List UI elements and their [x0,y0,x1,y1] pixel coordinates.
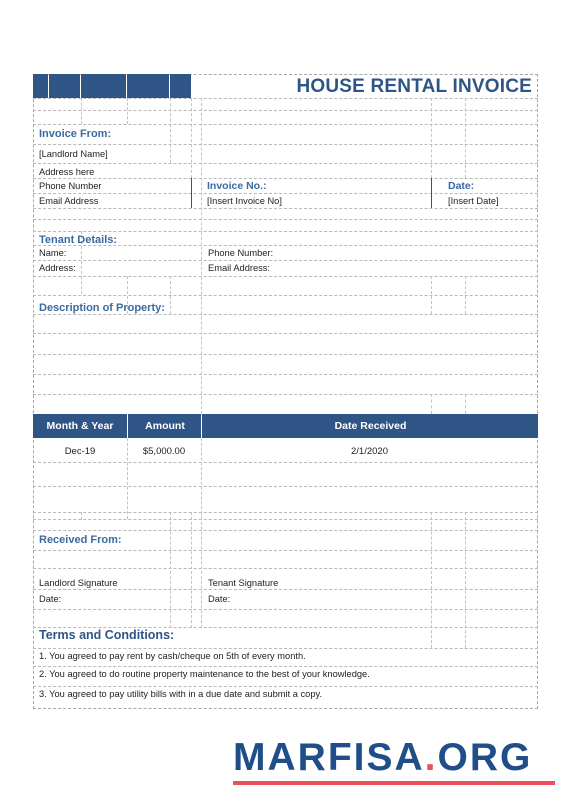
header-cell [33,74,48,98]
invoice-from-heading: Invoice From: [39,128,112,140]
logo-underline [233,781,555,785]
landlord-signature-label: Landlord Signature [39,578,118,588]
landlord-phone: Phone Number [39,181,102,191]
sheet-border [33,74,538,709]
tenant-phone-label: Phone Number: [208,248,274,258]
logo-dot: . [424,736,438,779]
invoice-sheet [33,74,538,709]
terms-heading: Terms and Conditions: [39,628,175,642]
tenant-name-label: Name: [39,248,67,258]
tenant-email-label: Email Address: [208,263,271,273]
tenant-heading: Tenant Details: [39,234,118,246]
invoice-no-value: [Insert Invoice No] [207,196,282,206]
terms-item: 3. You agreed to pay utility bills with in a due date and submit a copy. [39,689,323,699]
cell-month: Dec-19 [64,446,96,457]
landlord-email: Email Address [39,196,99,206]
header-cell [170,74,191,98]
cell-date-received: 2/1/2020 [351,446,388,457]
header-cell [49,74,80,98]
header-cell [127,74,169,98]
received-heading: Received From: [39,534,122,546]
logo-suffix: ORG [437,736,533,779]
terms-item: 2. You agreed to do routine property maintenance to the best of your knowledge. [39,669,370,679]
tenant-date-label: Date: [208,594,231,604]
landlord-name: [Landlord Name] [39,149,108,159]
divider [191,178,192,208]
cell-amount: $5,000.00 [142,446,186,457]
invoice-title: HOUSE RENTAL INVOICE [296,76,532,97]
landlord-date-label: Date: [39,594,62,604]
date-label: Date: [448,180,475,192]
divider [431,178,432,208]
property-heading: Description of Property: [39,302,165,314]
marfisa-logo [233,736,532,780]
col-month-year: Month & Year [46,420,114,432]
tenant-address-label: Address: [39,263,76,273]
tenant-signature-label: Tenant Signature [208,578,279,588]
col-date-received: Date Received [201,414,539,438]
invoice-no-label: Invoice No.: [207,180,267,192]
landlord-address: Address here [39,167,95,177]
col-amount: Amount [127,414,202,438]
header-cell [81,74,126,98]
logo-main: MARFISA [233,736,425,779]
terms-item: 1. You agreed to pay rent by cash/cheque on 5th of every month. [39,651,306,661]
payment-table-header [33,414,538,438]
date-value: [Insert Date] [448,196,499,206]
